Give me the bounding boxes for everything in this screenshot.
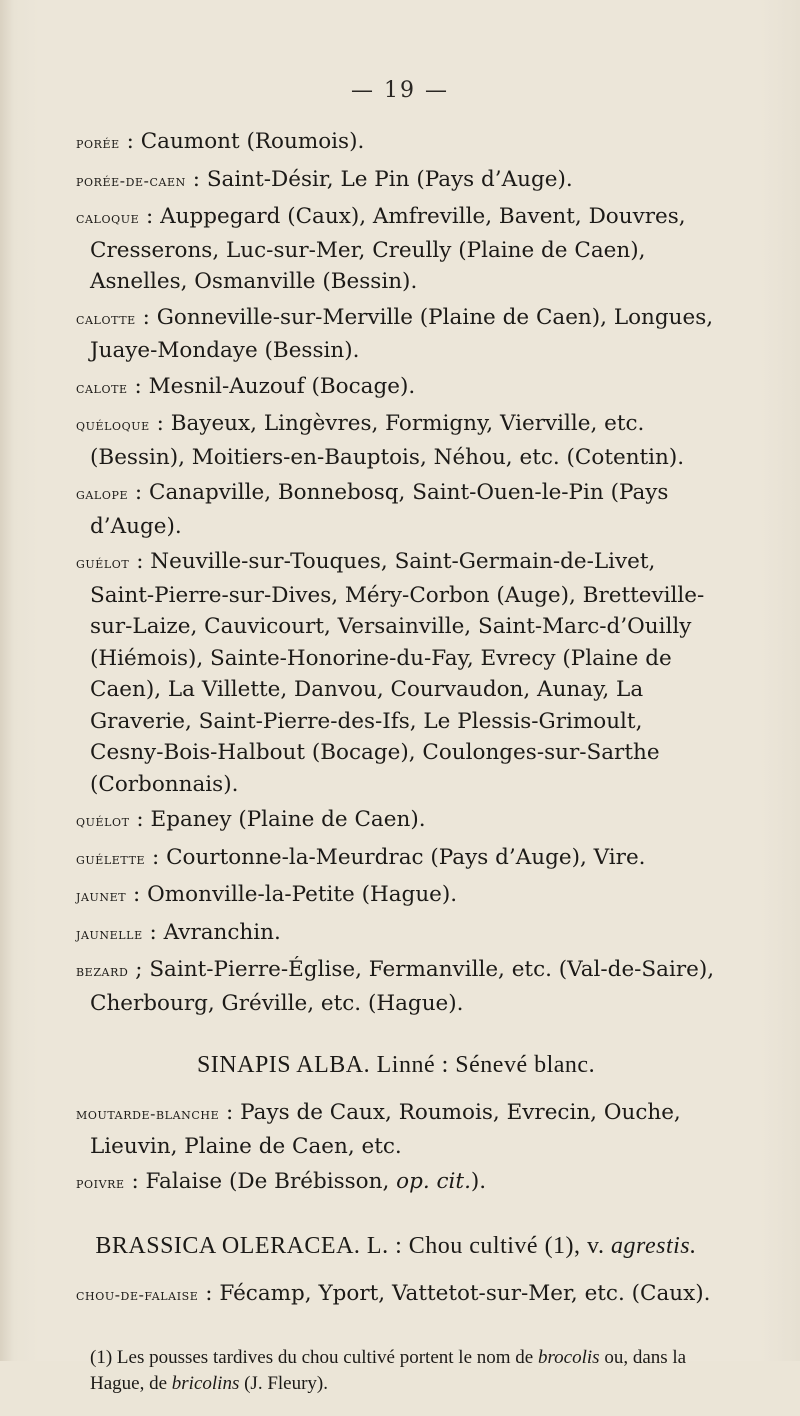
entry-text: Pays de Caux, Roumois, Evrecin, Ouche, Lieuvin, Plaine de Caen, etc. [90, 1100, 681, 1159]
entry-separator: : [142, 919, 164, 945]
entry-guelot [76, 546, 716, 800]
entry-term: guélette [76, 849, 146, 868]
entry-calotte [76, 302, 716, 367]
entry-poree-de-caen [76, 164, 716, 198]
entry-bezard [76, 954, 716, 1019]
entry-text: Epaney (Plaine de Caen). [150, 807, 426, 832]
entry-separator: : [139, 204, 161, 229]
footnote-term-bricolins: bricolins [171, 1373, 240, 1394]
entry-separator: : [185, 166, 207, 192]
entry-text: Avranchin. [163, 919, 281, 945]
footnote-term-brocolis: brocolis [537, 1347, 600, 1368]
entry-term: quéloque [76, 416, 150, 434]
section-heading-sinapis-alba: SINAPIS ALBA. Linné : Sénevé blanc. [196, 1052, 596, 1078]
entry-jaunet [76, 879, 716, 913]
entry-text: Neuville-sur-Touques, Saint-Germain-de-Livet, Saint-Pierre-sur-Dives, Méry-Corbon (Auge), Bretteville-sur-Laize, Cauvicourt, Versainville, Saint-Marc-d’Ouilly (Hiémois), Sainte-Honorine-du-Fay, Evrecy (Plaine de Caen), La Villette, Danvou, Courvaudon, Aunay, La Graverie, Saint-Pierre-des-Ifs, Le Plessis-Grimoult, Cesny-Bois-Halbout (Bocage), Coulonges-sur-Sarthe (Corbonnais). [90, 549, 705, 797]
page-number: — 19 — [351, 78, 449, 103]
entry-separator: : [149, 411, 171, 436]
entry-text: Auppegard (Caux), Amfreville, Bavent, Douvres, Cresserons, Luc-sur-Mer, Creully (Plaine de Caen), Asnelles, Osmanville (Bessin). [90, 204, 686, 294]
entry-term: bezard [76, 962, 129, 980]
heading-variety: agrestis. [611, 1232, 697, 1259]
entry-poree [76, 126, 716, 160]
entry-jaunelle [76, 917, 716, 951]
entry-guelette [76, 842, 716, 876]
entry-term: porée-de-caen [76, 171, 186, 190]
entry-separator: : [135, 304, 157, 330]
entry-term: guélot [76, 554, 130, 572]
entry-text: Caumont (Roumois). [140, 129, 365, 154]
entry-term: calote [76, 378, 128, 397]
entry-poivre [76, 1166, 716, 1200]
entry-calote [76, 371, 716, 405]
section-heading-brassica-oleracea [76, 1230, 716, 1262]
entry-separator: : [127, 373, 149, 399]
entry-text: Saint-Pierre-Église, Fermanville, etc. (Val-de-Saire), Cherbourg, Gréville, etc. (Hague). [90, 957, 715, 1016]
footnote [76, 1345, 716, 1397]
entry-term: porée [76, 134, 120, 152]
entry-separator: : [124, 1169, 146, 1194]
entry-separator: : [219, 1100, 241, 1125]
footnote-text-3: (J. Fleury). [239, 1373, 328, 1394]
entry-text: Falaise (De Brébisson, [145, 1169, 397, 1194]
entry-chou-de-falaise [76, 1278, 716, 1312]
entry-text: Fécamp, Yport, Vattetot-sur-Mer, etc. (Caux). [219, 1280, 711, 1306]
entry-text: Gonneville-sur-Merville (Plaine de Caen), Longues, Juaye-Mondaye (Bessin). [90, 304, 714, 363]
entry-text-end: ). [470, 1169, 487, 1194]
entry-queloque [76, 408, 716, 473]
entry-galope [76, 477, 716, 542]
entry-text: Courtonne-la-Meurdrac (Pays d’Auge), Vire. [166, 844, 646, 870]
entry-text: Bayeux, Lingèvres, Formigny, Vierville, etc. (Bessin), Moitiers-en-Bauptois, Néhou, etc. (Cotentin). [90, 411, 685, 470]
entry-term: jaunet [76, 887, 127, 905]
footnote-text-2: ou, dans la Hague, de [90, 1347, 687, 1394]
entry-term: chou-de-falaise [76, 1285, 199, 1304]
page-body [76, 126, 716, 1416]
entry-text: Mesnil-Auzouf (Bocage). [148, 373, 416, 399]
entry-term: poivre [76, 1174, 125, 1192]
entry-separator: : [129, 549, 151, 574]
entry-term: quélot [76, 812, 130, 830]
entry-quelot [76, 804, 716, 838]
entry-moutarde-blanche [76, 1097, 716, 1162]
entry-text: Canapville, Bonnebosq, Saint-Ouen-le-Pin (Pays d’Auge). [90, 480, 669, 539]
entry-term: jaunelle [76, 924, 143, 943]
heading-main: BRASSICA OLERACEA. L. : Chou cultivé (1), v. [95, 1232, 611, 1259]
entry-citation: op. cit. [396, 1169, 471, 1194]
entry-separator: : [198, 1280, 220, 1306]
entry-separator: : [126, 882, 148, 907]
entry-term: moutarde-blanche [76, 1105, 220, 1123]
entry-term: calotte [76, 309, 136, 328]
entry-term: caloque [76, 209, 140, 227]
entry-separator: : [129, 807, 151, 832]
entry-separator: : [119, 129, 141, 154]
footnote-text-1: (1) Les pousses tardives du chou cultivé portent le nom de [90, 1347, 538, 1368]
entry-text: Saint-Désir, Le Pin (Pays d’Auge). [206, 166, 573, 192]
entry-term: galope [76, 485, 129, 503]
entry-separator: : [128, 480, 150, 505]
entry-separator: ; [128, 957, 150, 982]
entry-caloque [76, 201, 716, 298]
entry-separator: : [145, 844, 167, 870]
entry-text: Omonville-la-Petite (Hague). [147, 882, 458, 907]
